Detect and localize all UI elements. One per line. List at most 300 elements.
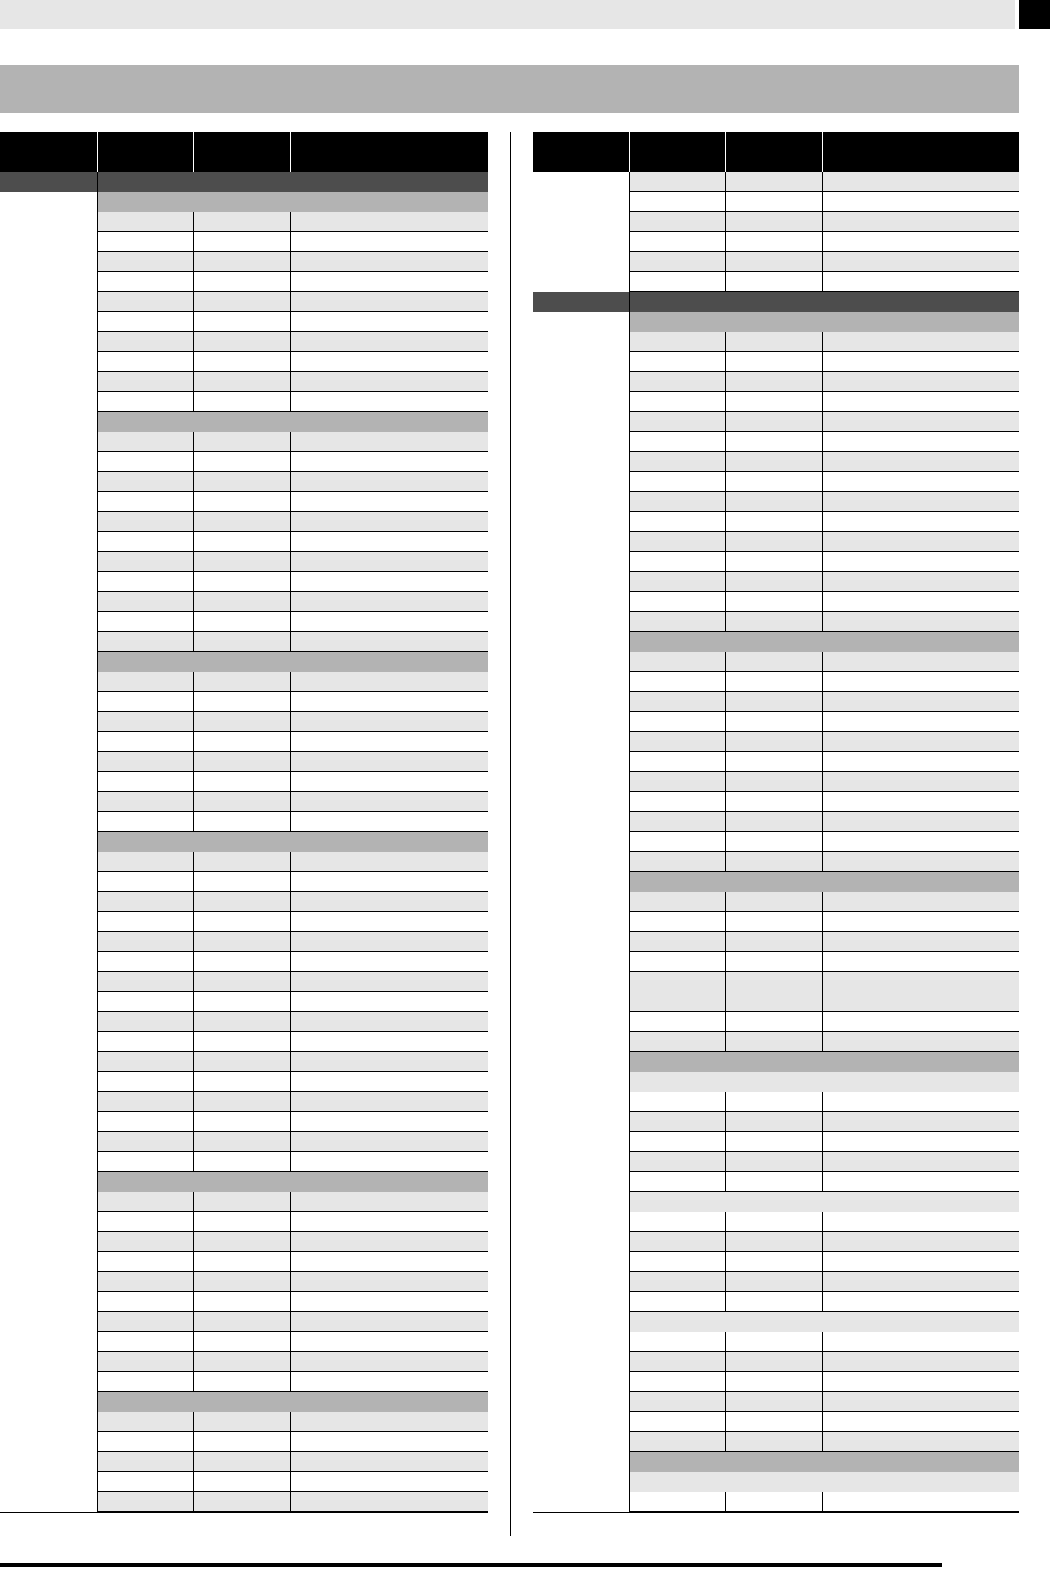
cell-divider: [290, 1492, 291, 1511]
cell-divider: [822, 212, 823, 231]
cell-divider: [290, 1092, 291, 1111]
cell-divider: [290, 312, 291, 331]
cell-divider: [290, 792, 291, 811]
table-row: [97, 972, 488, 992]
cell-divider: [193, 1052, 194, 1071]
cell-divider: [193, 1012, 194, 1031]
cell-divider: [193, 592, 194, 611]
cell-divider: [193, 992, 194, 1011]
cell-divider: [290, 1412, 291, 1431]
table-row: [97, 312, 488, 332]
cell-divider: [193, 1412, 194, 1431]
cell-divider: [822, 572, 823, 591]
cell-divider: [725, 572, 726, 591]
cell-divider: [725, 1392, 726, 1411]
table-row: [629, 232, 1019, 252]
table-row: [97, 472, 488, 492]
cell-divider: [193, 612, 194, 631]
cell-divider: [193, 1312, 194, 1331]
table-row: [97, 872, 488, 892]
table-header-cell: [97, 132, 194, 172]
cell-divider: [290, 972, 291, 991]
cell-divider: [725, 1172, 726, 1191]
table-header-cell: [725, 132, 823, 172]
table-row: [97, 772, 488, 792]
cell-divider: [725, 472, 726, 491]
table-row: [97, 632, 488, 652]
cell-divider: [822, 412, 823, 431]
cell-divider: [290, 472, 291, 491]
cell-divider: [822, 372, 823, 391]
table-row: [97, 592, 488, 612]
group-band: [629, 1052, 1019, 1072]
cell-divider: [822, 1432, 823, 1451]
table-row: [629, 1172, 1019, 1192]
cell-divider: [725, 1432, 726, 1451]
table-row: [629, 1412, 1019, 1432]
cell-divider: [193, 212, 194, 231]
cell-divider: [725, 392, 726, 411]
table-row: [97, 692, 488, 712]
table-row: [629, 1092, 1019, 1112]
cell-divider: [193, 752, 194, 771]
cell-divider: [725, 232, 726, 251]
table-row: [629, 1012, 1019, 1032]
table-header-cell: [290, 132, 489, 172]
table-row: [97, 1312, 488, 1332]
table-header-cell: [193, 132, 291, 172]
cell-divider: [725, 1132, 726, 1151]
cell-divider: [193, 352, 194, 371]
cell-divider: [290, 892, 291, 911]
table-row: [97, 512, 488, 532]
table-row: [629, 1252, 1019, 1272]
cell-divider: [725, 972, 726, 1011]
cell-divider: [193, 632, 194, 651]
cell-divider: [193, 1472, 194, 1491]
group-band: [629, 1452, 1019, 1472]
cell-divider: [725, 1212, 726, 1231]
table-row: [97, 252, 488, 272]
cell-divider: [193, 732, 194, 751]
table-row: [629, 592, 1019, 612]
table-row: [97, 1412, 488, 1432]
cell-divider: [725, 1292, 726, 1311]
cell-divider: [822, 752, 823, 771]
cell-divider: [290, 1192, 291, 1211]
cell-divider: [193, 452, 194, 471]
cell-divider: [725, 912, 726, 931]
table-row: [97, 452, 488, 472]
table-header-cell: [629, 132, 726, 172]
table-row: [629, 472, 1019, 492]
table-row: [97, 932, 488, 952]
cell-divider: [290, 392, 291, 411]
table-row: [97, 1232, 488, 1252]
subgroup-band: [629, 1312, 1019, 1332]
section-title-bar: [0, 65, 1019, 113]
table-row: [97, 672, 488, 692]
cell-divider: [725, 432, 726, 451]
cell-divider: [193, 952, 194, 971]
cell-divider: [725, 1352, 726, 1371]
table-row: [97, 1212, 488, 1232]
cell-divider: [193, 432, 194, 451]
cell-divider: [290, 232, 291, 251]
table-row: [97, 1372, 488, 1392]
cell-divider: [725, 1032, 726, 1051]
table-row: [97, 812, 488, 832]
cell-divider: [193, 332, 194, 351]
cell-divider: [290, 532, 291, 551]
cell-divider: [822, 1272, 823, 1291]
cell-divider: [822, 352, 823, 371]
cell-divider: [822, 552, 823, 571]
cell-divider: [290, 692, 291, 711]
table-row: [629, 272, 1019, 292]
cell-divider: [725, 952, 726, 971]
cell-divider: [193, 1332, 194, 1351]
table-bottom-rule: [533, 1512, 1019, 1513]
cell-divider: [822, 1232, 823, 1251]
cell-divider: [725, 452, 726, 471]
cell-divider: [193, 472, 194, 491]
cell-divider: [193, 892, 194, 911]
cell-divider: [822, 692, 823, 711]
table-row: [97, 272, 488, 292]
cell-divider: [290, 1112, 291, 1131]
cell-divider: [725, 892, 726, 911]
cell-divider: [822, 452, 823, 471]
table-row: [97, 732, 488, 752]
category-band: [0, 172, 488, 192]
cell-divider: [290, 1472, 291, 1491]
table-row: [97, 292, 488, 312]
cell-divider: [822, 1372, 823, 1391]
cell-divider: [822, 592, 823, 611]
cell-divider: [822, 1032, 823, 1051]
cell-divider: [822, 1172, 823, 1191]
table-row: [97, 1252, 488, 1272]
cell-divider: [822, 652, 823, 671]
table-row: [97, 392, 488, 412]
cell-divider: [725, 1412, 726, 1431]
cell-divider: [290, 872, 291, 891]
cell-divider: [822, 472, 823, 491]
table-row: [629, 352, 1019, 372]
cell-divider: [822, 172, 823, 191]
table-row: [629, 552, 1019, 572]
left-table: [0, 132, 488, 1513]
cell-divider: [290, 1372, 291, 1391]
right-table: [533, 132, 1019, 1513]
cell-divider: [290, 852, 291, 871]
table-row: [629, 172, 1019, 192]
table-row: [97, 992, 488, 1012]
cell-divider: [290, 812, 291, 831]
subgroup-band: [629, 1192, 1019, 1212]
cell-divider: [290, 932, 291, 951]
cell-divider: [193, 1032, 194, 1051]
cell-divider: [822, 812, 823, 831]
table-row: [629, 752, 1019, 772]
cell-divider: [290, 352, 291, 371]
table-row: [629, 1152, 1019, 1172]
cell-divider: [290, 1432, 291, 1451]
table-row: [97, 1072, 488, 1092]
table-row: [97, 952, 488, 972]
cell-divider: [822, 792, 823, 811]
cell-divider: [193, 772, 194, 791]
column-divider: [510, 132, 511, 1536]
cell-divider: [290, 572, 291, 591]
cell-divider: [725, 1232, 726, 1251]
group-band: [629, 312, 1019, 332]
cell-divider: [290, 452, 291, 471]
cell-divider: [290, 252, 291, 271]
subgroup-band: [629, 1472, 1019, 1492]
table-row: [97, 892, 488, 912]
cell-divider: [290, 1012, 291, 1031]
table-row: [629, 1332, 1019, 1352]
table-bottom-rule: [0, 1512, 488, 1513]
cell-divider: [822, 332, 823, 351]
cell-divider: [725, 512, 726, 531]
table-row: [97, 492, 488, 512]
table-row: [629, 372, 1019, 392]
cell-divider: [290, 1072, 291, 1091]
cell-divider: [290, 1252, 291, 1271]
cell-divider: [725, 1092, 726, 1111]
cell-divider: [290, 552, 291, 571]
cell-divider: [822, 492, 823, 511]
cell-divider: [822, 912, 823, 931]
table-row: [97, 1492, 488, 1512]
table-row: [97, 612, 488, 632]
table-row: [97, 1012, 488, 1032]
cell-divider: [725, 1112, 726, 1131]
table-row: [629, 612, 1019, 632]
table-row: [97, 1152, 488, 1172]
cell-divider: [193, 272, 194, 291]
table-row: [629, 672, 1019, 692]
cell-divider: [822, 1392, 823, 1411]
page-corner-tab: [1019, 0, 1050, 29]
table-row: [97, 232, 488, 252]
table-row: [629, 332, 1019, 352]
table-row: [629, 1212, 1019, 1232]
column-rule: [629, 172, 630, 1512]
cell-divider: [290, 512, 291, 531]
cell-divider: [193, 672, 194, 691]
cell-divider: [822, 512, 823, 531]
cell-divider: [822, 532, 823, 551]
table-row: [97, 1432, 488, 1452]
cell-divider: [193, 912, 194, 931]
cell-divider: [193, 1212, 194, 1231]
cell-divider: [193, 1092, 194, 1111]
cell-divider: [822, 1252, 823, 1271]
cell-divider: [725, 712, 726, 731]
table-header-cell: [533, 132, 629, 172]
cell-divider: [725, 412, 726, 431]
cell-divider: [725, 612, 726, 631]
cell-divider: [725, 1492, 726, 1511]
cell-divider: [290, 332, 291, 351]
cell-divider: [290, 292, 291, 311]
cell-divider: [822, 892, 823, 911]
cell-divider: [193, 1072, 194, 1091]
cell-divider: [725, 1252, 726, 1271]
cell-divider: [193, 692, 194, 711]
table-row: [629, 512, 1019, 532]
cell-divider: [290, 1272, 291, 1291]
cell-divider: [725, 552, 726, 571]
cell-divider: [193, 532, 194, 551]
column-rule: [97, 172, 98, 1512]
table-row: [97, 752, 488, 772]
table-row: [97, 1352, 488, 1372]
cell-divider: [822, 1012, 823, 1031]
table-row: [629, 212, 1019, 232]
cell-divider: [290, 372, 291, 391]
group-band: [97, 652, 488, 672]
cell-divider: [193, 292, 194, 311]
cell-divider: [725, 252, 726, 271]
table-row: [629, 452, 1019, 472]
cell-divider: [193, 552, 194, 571]
table-row: [629, 392, 1019, 412]
table-row: [97, 1292, 488, 1312]
cell-divider: [290, 1352, 291, 1371]
table-row: [629, 1292, 1019, 1312]
group-band: [97, 1172, 488, 1192]
cell-divider: [725, 1272, 726, 1291]
cell-divider: [725, 1012, 726, 1031]
cell-divider: [290, 1452, 291, 1471]
table-row: [629, 1492, 1019, 1512]
group-band: [97, 192, 488, 212]
cell-divider: [725, 852, 726, 871]
cell-divider: [193, 1152, 194, 1171]
cell-divider: [822, 272, 823, 291]
table-row: [629, 1372, 1019, 1392]
table-row: [97, 1192, 488, 1212]
cell-divider: [193, 1112, 194, 1131]
table-row: [629, 852, 1019, 872]
cell-divider: [822, 392, 823, 411]
cell-divider: [822, 192, 823, 211]
table-row: [629, 832, 1019, 852]
cell-divider: [290, 1212, 291, 1231]
cell-divider: [290, 752, 291, 771]
cell-divider: [193, 232, 194, 251]
table-row: [629, 892, 1019, 912]
table-row: [629, 812, 1019, 832]
cell-divider: [822, 232, 823, 251]
cell-divider: [822, 1112, 823, 1131]
cell-divider: [193, 932, 194, 951]
cell-divider: [725, 932, 726, 951]
cell-divider: [822, 672, 823, 691]
table-row: [97, 372, 488, 392]
cell-divider: [290, 492, 291, 511]
cell-divider: [725, 532, 726, 551]
cell-divider: [725, 352, 726, 371]
subgroup-band: [629, 1072, 1019, 1092]
table-row: [629, 572, 1019, 592]
table-row: [97, 572, 488, 592]
table-row: [629, 412, 1019, 432]
cell-divider: [290, 952, 291, 971]
table-row: [629, 732, 1019, 752]
table-row: [97, 712, 488, 732]
cell-divider: [822, 712, 823, 731]
table-row: [629, 972, 1019, 1012]
table-row: [97, 432, 488, 452]
group-band: [629, 872, 1019, 892]
cell-divider: [290, 992, 291, 1011]
group-band: [97, 1392, 488, 1412]
cell-divider: [290, 632, 291, 651]
cell-divider: [725, 812, 726, 831]
cell-divider: [193, 1232, 194, 1251]
cell-divider: [290, 1232, 291, 1251]
cell-divider: [822, 1292, 823, 1311]
cell-divider: [725, 1332, 726, 1351]
cell-divider: [725, 332, 726, 351]
cell-divider: [290, 912, 291, 931]
cell-divider: [193, 512, 194, 531]
cell-divider: [725, 692, 726, 711]
cell-divider: [193, 312, 194, 331]
table-row: [97, 792, 488, 812]
cell-divider: [822, 1352, 823, 1371]
cell-divider: [822, 1132, 823, 1151]
cell-divider: [290, 672, 291, 691]
cell-divider: [193, 1432, 194, 1451]
cell-divider: [725, 592, 726, 611]
table-row: [629, 792, 1019, 812]
cell-divider: [822, 952, 823, 971]
table-row: [97, 1272, 488, 1292]
cell-divider: [193, 1352, 194, 1371]
cell-divider: [725, 492, 726, 511]
cell-divider: [193, 1192, 194, 1211]
cell-divider: [193, 792, 194, 811]
group-band: [97, 832, 488, 852]
table-row: [629, 652, 1019, 672]
cell-divider: [290, 432, 291, 451]
table-row: [629, 712, 1019, 732]
cell-divider: [290, 272, 291, 291]
cell-divider: [822, 1152, 823, 1171]
table-header-row: [0, 132, 488, 172]
table-row: [629, 532, 1019, 552]
table-row: [97, 1112, 488, 1132]
table-row: [629, 1132, 1019, 1152]
table-row: [97, 552, 488, 572]
cell-divider: [290, 1132, 291, 1151]
table-row: [97, 1452, 488, 1472]
cell-divider: [822, 1412, 823, 1431]
table-row: [629, 1232, 1019, 1252]
cell-divider: [822, 252, 823, 271]
cell-divider: [822, 432, 823, 451]
cell-divider: [193, 1292, 194, 1311]
cell-divider: [193, 392, 194, 411]
cell-divider: [822, 772, 823, 791]
